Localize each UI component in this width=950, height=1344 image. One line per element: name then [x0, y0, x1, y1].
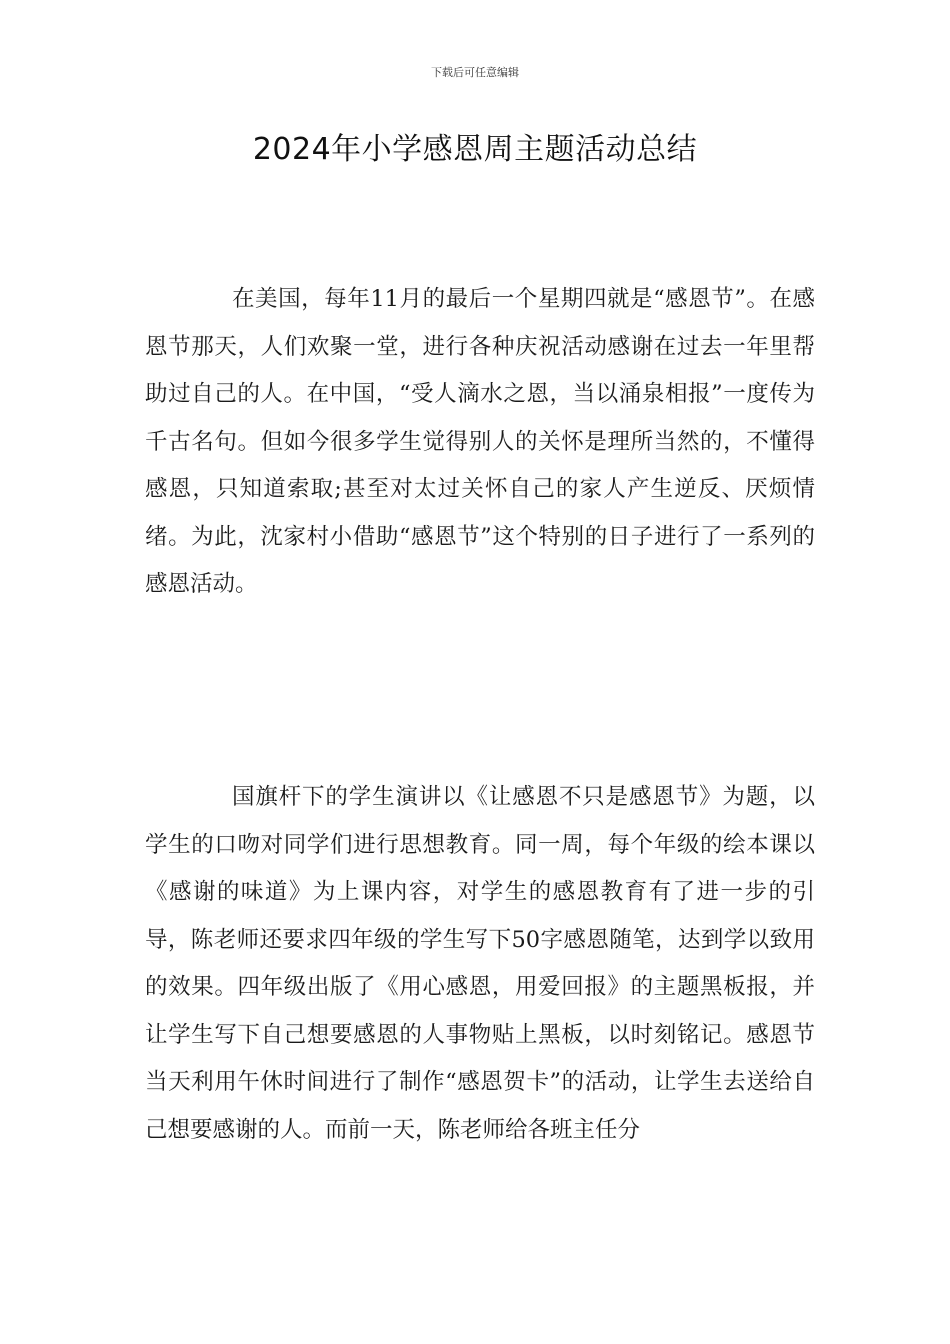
- page-header-note: 下载后可任意编辑: [431, 66, 519, 79]
- paragraph-intro: 在美国，每年11月的最后一个星期四就是“感恩节”。在感恩节那天，人们欢聚一堂，进行各种庆祝活动感谢在过去一年里帮助过自己的人。在中国，“受人滴水之恩，当以涌泉相报”一度传为千古名句。但如今很多学生觉得别人的关怀是理所当然的，不懂得感恩，只知道索取;甚至对太过关怀自己的家人产生逆反、厌烦情绪。为此，沈家村小借助“感恩节”这个特别的日子进行了一系列的感恩活动。: [145, 286, 815, 597]
- paragraph-activities: 国旗杆下的学生演讲以《让感恩不只是感恩节》为题，以学生的口吻对同学们进行思想教育。同一周，每个年级的绘本课以《感谢的味道》为上课内容，对学生的感恩教育有了进一步的引导，陈老师还要求四年级的学生写下50字感恩随笔，达到学以致用的效果。四年级出版了《用心感恩，用爱回报》的主题黑板报，并让学生写下自己想要感恩的人事物贴上黑板，以时刻铭记。感恩节当天利用午休时间进行了制作“感恩贺卡”的活动，让学生去送给自己想要感谢的人。而前一天，陈老师给各班主任分: [145, 784, 815, 1143]
- document-title: 2024年小学感恩周主题活动总结: [252, 132, 698, 167]
